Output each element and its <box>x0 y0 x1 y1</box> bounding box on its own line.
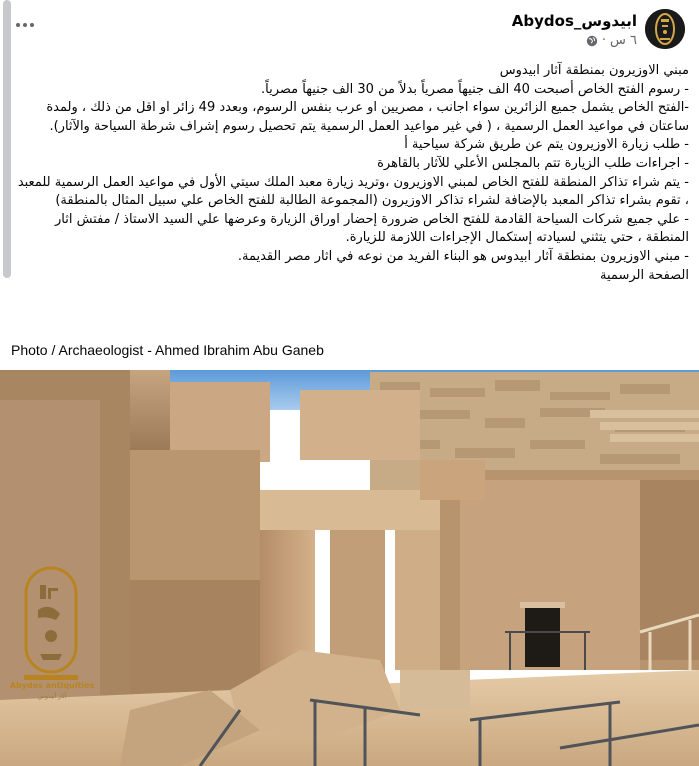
post-line: - علي جميع شركات السياحة القادمة للفتح الخاص ضرورة إحضار اوراق الزيارة وعرضها علي السيد الاستاذ / مفتش اثار المنطقة ، حتي يتثني لسيادته إستكمال الإجراءات اللازمة للزيارة. <box>54 211 689 246</box>
more-options-icon[interactable] <box>16 18 42 32</box>
post-line: - مبني الاوزيرون بمنطقة آثار ابيدوس هو البناء الفريد من نوعه في اثار مصر القديمة. <box>237 248 689 264</box>
watermark-text: Abydos antiquities <box>9 681 95 690</box>
photo-credit: Photo / Archaeologist - Ahmed Ibrahim Abu Ganeb <box>11 342 324 358</box>
timestamp[interactable]: ٦ س <box>610 33 637 48</box>
post-photo[interactable] <box>0 370 699 766</box>
avatar[interactable] <box>645 9 685 49</box>
author-name[interactable]: Abydos_ابيدوس <box>511 12 637 30</box>
post-line: - يتم شراء تذاكر المنطقة للفتح الخاص لمبني الاوزيرون ،وتريد زيارة معبد الملك سيتي الأول في مواعيد العمل الرسمية للمعبد ، تقوم بشراء تذاكر المعبد بالإضافة لشراء تذاكر الاوزيرون (المجموعة الطالبة للفتح الخاص علي سبيل المثال بالمنطقة) <box>17 174 689 209</box>
post-line: الصفحة الرسمية <box>600 267 689 283</box>
watermark-subtext: آثار أبيدوس <box>37 693 67 700</box>
dot-separator: · <box>601 33 606 48</box>
post-meta <box>586 33 637 48</box>
post-line: - اجراءات طلب الزيارة تتم بالمجلس الأعلي للآثار بالقاهرة <box>377 155 689 171</box>
post-line: -الفتح الخاص يشمل جميع الزائرين سواء اجانب ، مصريين او عرب بنفس الرسوم، وبعدد 49 زائر او اقل من ذلك ، ولمدة ساعتان في مواعيد العمل الرسمية ، ( في غير مواعيد العمل الرسمية يتم تحصيل رسوم إشراف شرطة السياحة والآثار). <box>46 100 689 134</box>
post-line: - رسوم الفتح الخاص أصبحت 40 الف جنيهاً مصرياً بدلاً من 30 الف جنيهاً مصرياً. <box>261 81 689 97</box>
post-line: - طلب زيارة الاوزيرون يتم عن طريق شركة سياحية أ <box>404 137 689 153</box>
globe-icon <box>586 35 598 47</box>
post-text <box>10 62 689 285</box>
post-line: مبني الاوزيرون بمنطقة آثار ابيدوس <box>499 63 689 78</box>
